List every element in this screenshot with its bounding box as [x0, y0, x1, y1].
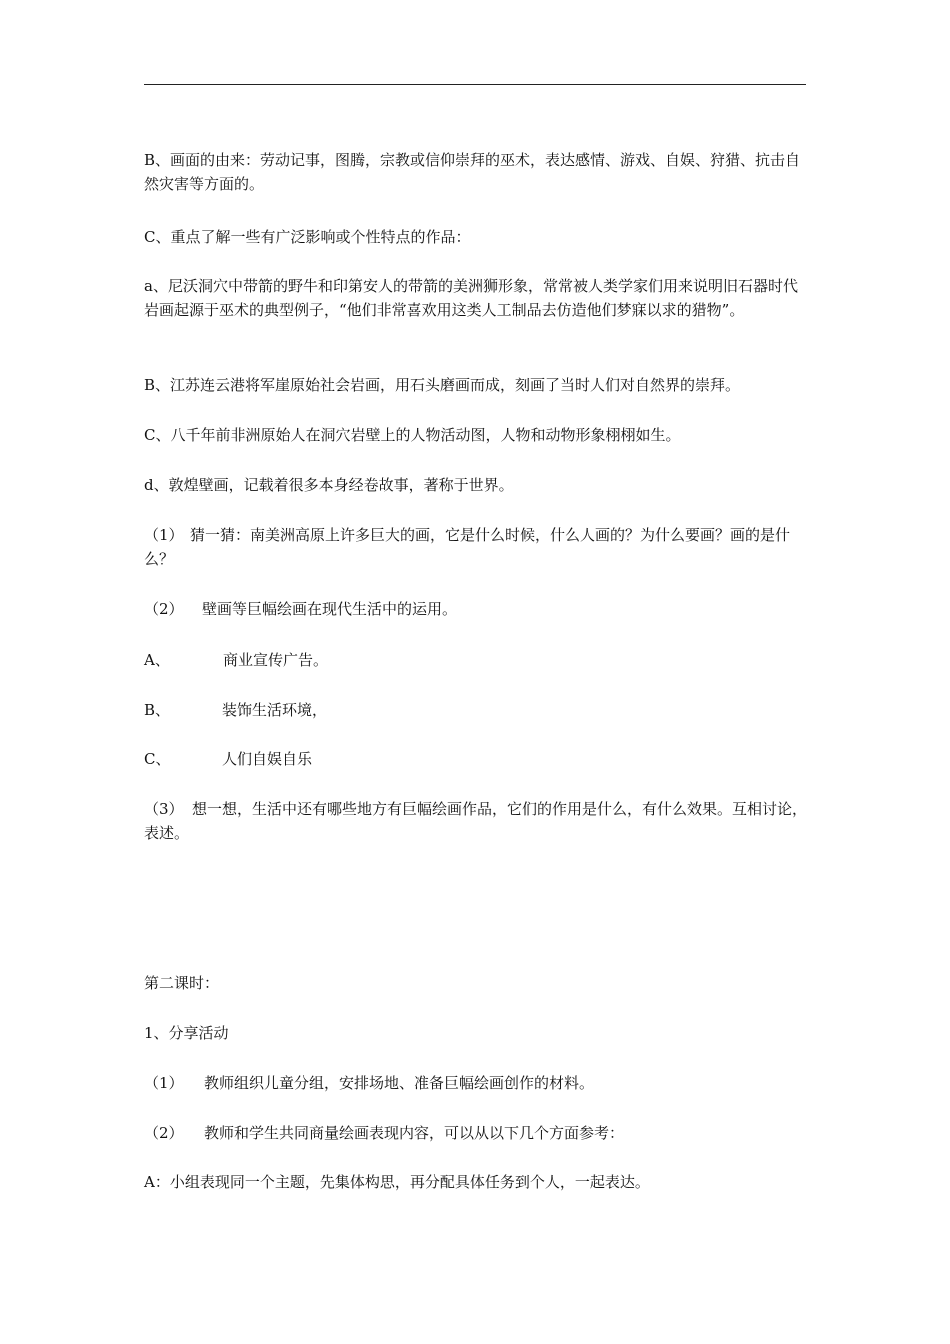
paragraph-jiangjunya: B、江苏连云港将军崖原始社会岩画，用石头磨画而成，刻画了当时人们对自然界的崇拜。: [144, 376, 741, 394]
question-3-label: （3）: [144, 800, 184, 818]
question-1-text: 猜一猜：南美洲高原上许多巨大的画，它是什么时候，什么人画的？为什么要画？画的是什么？: [144, 526, 791, 568]
section-sharing: 1、分享活动: [144, 1024, 229, 1042]
answer-c-label: C、: [144, 750, 171, 768]
paragraph-key-works: C、重点了解一些有广泛影响或个性特点的作品：: [144, 228, 471, 246]
paragraph-africa: C、八千年前非洲原始人在洞穴岩壁上的人物活动图，人物和动物形象栩栩如生。: [144, 426, 681, 444]
sharing-step-2-label: （2）: [144, 1124, 184, 1142]
lesson-two-heading: 第二课时：: [144, 974, 220, 992]
sharing-step-1: [144, 1071, 808, 1095]
answer-a: [144, 648, 808, 672]
question-2-label: （2）: [144, 600, 184, 618]
paragraph-origin: B、画面的由来：劳动记事，图腾，宗教或信仰崇拜的巫术，表达感情、游戏、自娱、狩猎、抗击自然灾害等方面的。: [144, 151, 801, 193]
sharing-step-2: [144, 1121, 808, 1145]
sharing-option-a: A：小组表现同一个主题，先集体构思，再分配具体任务到个人，一起表达。: [144, 1173, 650, 1191]
answer-a-label: A、: [144, 651, 170, 669]
answer-b-text: 装饰生活环境，: [222, 701, 328, 719]
sharing-step-1-text: 教师组织儿童分组，安排场地、准备巨幅绘画创作的材料。: [204, 1074, 595, 1092]
paragraph-niaux-cave: a、尼沃洞穴中带箭的野牛和印第安人的带箭的美洲狮形象，常常被人类学家们用来说明旧石器时代岩画起源于巫术的典型例子，“他们非常喜欢用这类人工制品去仿造他们梦寐以求的猎物”。: [144, 277, 798, 319]
question-1-label: （1）: [144, 526, 184, 544]
question-2-text: 壁画等巨幅绘画在现代生活中的运用。: [202, 600, 458, 618]
header-rule: [144, 84, 806, 85]
sharing-step-2-text: 教师和学生共同商量绘画表现内容，可以从以下几个方面参考：: [204, 1124, 625, 1142]
question-1: [144, 523, 808, 571]
answer-b: [144, 698, 808, 722]
answer-c: [144, 747, 808, 771]
answer-b-label: B、: [144, 701, 171, 719]
question-3: [144, 797, 808, 845]
paragraph-dunhuang: d、敦煌壁画，记载着很多本身经卷故事，著称于世界。: [144, 476, 514, 494]
question-2: [144, 597, 808, 621]
answer-c-text: 人们自娱自乐: [222, 750, 313, 768]
answer-a-text: 商业宣传广告。: [223, 651, 329, 669]
sharing-step-1-label: （1）: [144, 1074, 184, 1092]
question-3-text: 想一想，生活中还有哪些地方有巨幅绘画作品，它们的作用是什么，有什么效果。互相讨论，表述。: [144, 800, 808, 842]
